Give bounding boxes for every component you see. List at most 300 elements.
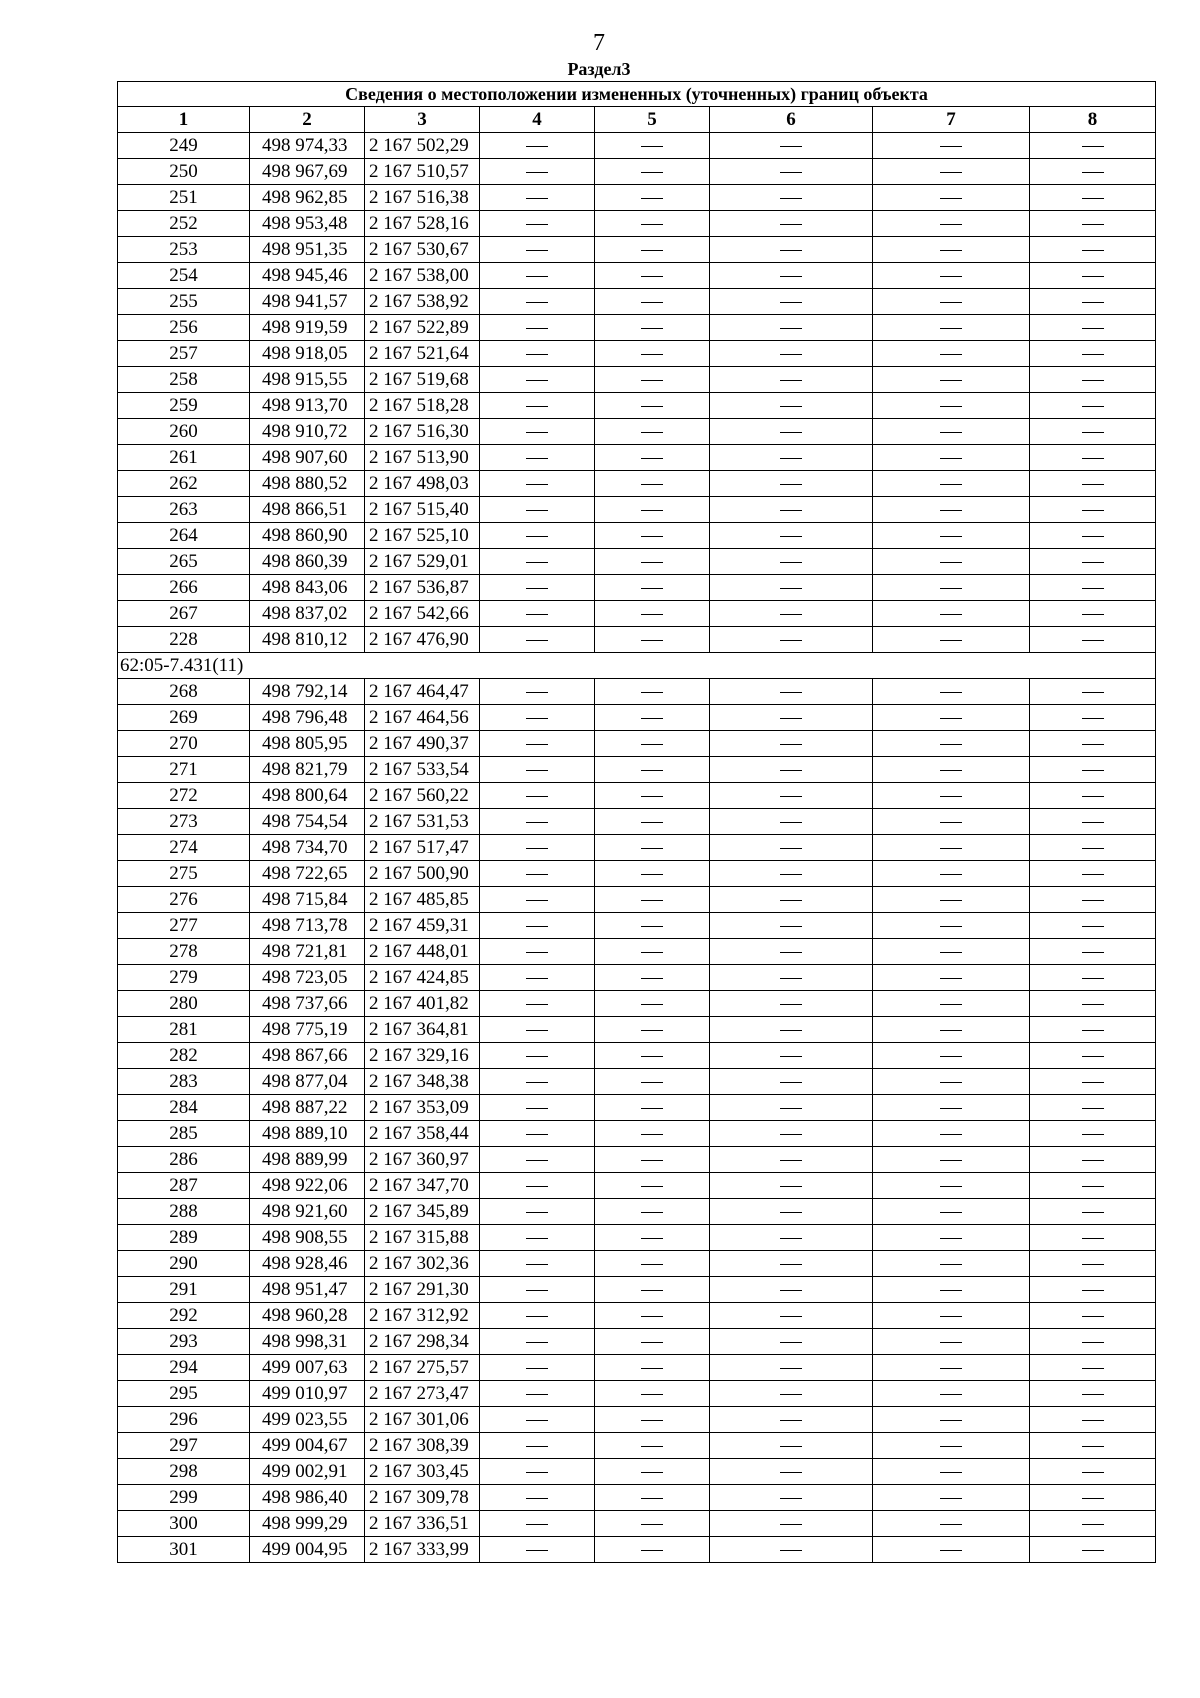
point-number-cell: 275 — [118, 861, 250, 887]
empty-value-cell — [1030, 939, 1156, 965]
dash-mark — [641, 1030, 663, 1031]
dash-mark — [1082, 380, 1104, 381]
dash-mark — [940, 172, 962, 173]
empty-value-cell — [873, 887, 1030, 913]
dash-mark — [1082, 1238, 1104, 1239]
x-coordinate-cell: 498 967,69 — [250, 159, 365, 185]
x-coordinate-cell: 498 889,10 — [250, 1121, 365, 1147]
empty-value-cell — [873, 315, 1030, 341]
table-row — [118, 315, 1156, 341]
dash-mark — [526, 744, 548, 745]
table-row — [118, 679, 1156, 705]
empty-value-cell — [480, 939, 595, 965]
empty-value-cell — [595, 705, 710, 731]
empty-value-cell — [710, 601, 873, 627]
dash-mark — [641, 1368, 663, 1369]
dash-mark — [641, 1290, 663, 1291]
empty-value-cell — [873, 393, 1030, 419]
dash-mark — [940, 588, 962, 589]
empty-value-cell — [595, 939, 710, 965]
empty-value-cell — [1030, 159, 1156, 185]
dash-mark — [526, 458, 548, 459]
point-number-cell: 265 — [118, 549, 250, 575]
x-coordinate-cell: 498 918,05 — [250, 341, 365, 367]
empty-value-cell — [873, 133, 1030, 159]
dash-mark — [526, 1524, 548, 1525]
dash-mark — [780, 562, 802, 563]
dash-mark — [1082, 484, 1104, 485]
x-coordinate-cell: 498 821,79 — [250, 757, 365, 783]
dash-mark — [641, 484, 663, 485]
table-row — [118, 1225, 1156, 1251]
y-coordinate-cell: 2 167 530,67 — [365, 237, 480, 263]
table-row — [118, 445, 1156, 471]
point-number-cell: 268 — [118, 679, 250, 705]
empty-value-cell — [1030, 237, 1156, 263]
empty-value-cell — [710, 679, 873, 705]
dash-mark — [940, 1342, 962, 1343]
empty-value-cell — [480, 1043, 595, 1069]
dash-mark — [1082, 432, 1104, 433]
dash-mark — [641, 1264, 663, 1265]
empty-value-cell — [480, 549, 595, 575]
point-number-cell: 291 — [118, 1277, 250, 1303]
table-row — [118, 1147, 1156, 1173]
dash-mark — [1082, 146, 1104, 147]
dash-mark — [940, 432, 962, 433]
empty-value-cell — [595, 211, 710, 237]
table-row — [118, 523, 1156, 549]
dash-mark — [526, 718, 548, 719]
empty-value-cell — [595, 809, 710, 835]
empty-value-cell — [710, 1199, 873, 1225]
table-row — [118, 1381, 1156, 1407]
x-coordinate-cell: 498 880,52 — [250, 471, 365, 497]
point-number-cell: 260 — [118, 419, 250, 445]
dash-mark — [1082, 1264, 1104, 1265]
dash-mark — [940, 354, 962, 355]
dash-mark — [641, 406, 663, 407]
x-coordinate-cell: 498 998,31 — [250, 1329, 365, 1355]
y-coordinate-cell: 2 167 364,81 — [365, 1017, 480, 1043]
empty-value-cell — [1030, 1277, 1156, 1303]
empty-value-cell — [873, 627, 1030, 653]
empty-value-cell — [1030, 1433, 1156, 1459]
x-coordinate-cell: 498 837,02 — [250, 601, 365, 627]
dash-mark — [526, 276, 548, 277]
empty-value-cell — [710, 887, 873, 913]
empty-value-cell — [595, 1017, 710, 1043]
dash-mark — [940, 146, 962, 147]
empty-value-cell — [710, 1459, 873, 1485]
empty-value-cell — [710, 497, 873, 523]
table-row — [118, 133, 1156, 159]
dash-mark — [641, 952, 663, 953]
dash-mark — [780, 1160, 802, 1161]
dash-mark — [641, 1524, 663, 1525]
empty-value-cell — [873, 211, 1030, 237]
empty-value-cell — [873, 445, 1030, 471]
dash-mark — [526, 198, 548, 199]
point-number-cell: 257 — [118, 341, 250, 367]
y-coordinate-cell: 2 167 533,54 — [365, 757, 480, 783]
empty-value-cell — [1030, 1043, 1156, 1069]
empty-value-cell — [710, 1355, 873, 1381]
dash-mark — [641, 328, 663, 329]
dash-mark — [940, 1498, 962, 1499]
point-number-cell: 282 — [118, 1043, 250, 1069]
x-coordinate-cell: 498 999,29 — [250, 1511, 365, 1537]
column-header-3: 3 — [365, 107, 480, 133]
empty-value-cell — [873, 237, 1030, 263]
x-coordinate-cell: 498 928,46 — [250, 1251, 365, 1277]
table-row — [118, 393, 1156, 419]
point-number-cell: 279 — [118, 965, 250, 991]
x-coordinate-cell: 498 922,06 — [250, 1173, 365, 1199]
empty-value-cell — [1030, 757, 1156, 783]
empty-value-cell — [595, 133, 710, 159]
dash-mark — [780, 1472, 802, 1473]
empty-value-cell — [873, 367, 1030, 393]
empty-value-cell — [595, 497, 710, 523]
dash-mark — [526, 1212, 548, 1213]
dash-mark — [526, 250, 548, 251]
empty-value-cell — [595, 913, 710, 939]
empty-value-cell — [595, 1407, 710, 1433]
empty-value-cell — [710, 1147, 873, 1173]
dash-mark — [526, 354, 548, 355]
empty-value-cell — [873, 1381, 1030, 1407]
empty-value-cell — [1030, 185, 1156, 211]
y-coordinate-cell: 2 167 291,30 — [365, 1277, 480, 1303]
dash-mark — [780, 380, 802, 381]
y-coordinate-cell: 2 167 531,53 — [365, 809, 480, 835]
dash-mark — [1082, 614, 1104, 615]
dash-mark — [780, 432, 802, 433]
empty-value-cell — [1030, 367, 1156, 393]
dash-mark — [1082, 458, 1104, 459]
table-row — [118, 1459, 1156, 1485]
point-number-cell: 288 — [118, 1199, 250, 1225]
x-coordinate-cell: 498 953,48 — [250, 211, 365, 237]
dash-mark — [940, 302, 962, 303]
y-coordinate-cell: 2 167 560,22 — [365, 783, 480, 809]
dash-mark — [780, 952, 802, 953]
empty-value-cell — [1030, 705, 1156, 731]
table-row — [118, 497, 1156, 523]
point-number-cell: 270 — [118, 731, 250, 757]
empty-value-cell — [595, 1459, 710, 1485]
empty-value-cell — [710, 1303, 873, 1329]
dash-mark — [641, 614, 663, 615]
empty-value-cell — [595, 1043, 710, 1069]
empty-value-cell — [595, 887, 710, 913]
x-coordinate-cell: 498 866,51 — [250, 497, 365, 523]
table-row — [118, 809, 1156, 835]
dash-mark — [526, 1498, 548, 1499]
dash-mark — [940, 614, 962, 615]
dash-mark — [641, 1420, 663, 1421]
empty-value-cell — [873, 1199, 1030, 1225]
point-number-cell: 299 — [118, 1485, 250, 1511]
dash-mark — [526, 1394, 548, 1395]
dash-mark — [641, 172, 663, 173]
empty-value-cell — [710, 1277, 873, 1303]
table-row — [118, 731, 1156, 757]
y-coordinate-cell: 2 167 485,85 — [365, 887, 480, 913]
empty-value-cell — [710, 211, 873, 237]
y-coordinate-cell: 2 167 521,64 — [365, 341, 480, 367]
y-coordinate-cell: 2 167 500,90 — [365, 861, 480, 887]
dash-mark — [641, 1212, 663, 1213]
empty-value-cell — [480, 341, 595, 367]
empty-value-cell — [595, 1277, 710, 1303]
dash-mark — [940, 1524, 962, 1525]
empty-value-cell — [1030, 549, 1156, 575]
empty-value-cell — [710, 523, 873, 549]
dash-mark — [1082, 510, 1104, 511]
column-header-row — [118, 107, 1156, 133]
dash-mark — [940, 1264, 962, 1265]
table-row — [118, 991, 1156, 1017]
x-coordinate-cell: 498 962,85 — [250, 185, 365, 211]
empty-value-cell — [873, 1485, 1030, 1511]
dash-mark — [1082, 1186, 1104, 1187]
empty-value-cell — [710, 367, 873, 393]
empty-value-cell — [1030, 263, 1156, 289]
empty-value-cell — [710, 1251, 873, 1277]
dash-mark — [526, 562, 548, 563]
y-coordinate-cell: 2 167 308,39 — [365, 1433, 480, 1459]
empty-value-cell — [873, 575, 1030, 601]
empty-value-cell — [873, 497, 1030, 523]
dash-mark — [526, 1368, 548, 1369]
dash-mark — [641, 588, 663, 589]
point-number-cell: 292 — [118, 1303, 250, 1329]
table-row — [118, 1485, 1156, 1511]
empty-value-cell — [873, 913, 1030, 939]
empty-value-cell — [710, 809, 873, 835]
empty-value-cell — [873, 1069, 1030, 1095]
x-coordinate-cell: 498 722,65 — [250, 861, 365, 887]
table-row — [118, 1173, 1156, 1199]
dash-mark — [780, 1446, 802, 1447]
dash-mark — [1082, 1446, 1104, 1447]
dash-mark — [780, 874, 802, 875]
boundary-coordinates-table — [117, 81, 1156, 1563]
dash-mark — [526, 1030, 548, 1031]
dash-mark — [1082, 1550, 1104, 1551]
dash-mark — [526, 380, 548, 381]
empty-value-cell — [1030, 1095, 1156, 1121]
dash-mark — [641, 1004, 663, 1005]
empty-value-cell — [595, 263, 710, 289]
dash-mark — [780, 1056, 802, 1057]
dash-mark — [780, 198, 802, 199]
table-row — [118, 289, 1156, 315]
point-number-cell: 280 — [118, 991, 250, 1017]
y-coordinate-cell: 2 167 298,34 — [365, 1329, 480, 1355]
x-coordinate-cell: 499 010,97 — [250, 1381, 365, 1407]
dash-mark — [780, 1004, 802, 1005]
y-coordinate-cell: 2 167 519,68 — [365, 367, 480, 393]
table-row — [118, 1017, 1156, 1043]
y-coordinate-cell: 2 167 312,92 — [365, 1303, 480, 1329]
y-coordinate-cell: 2 167 309,78 — [365, 1485, 480, 1511]
dash-mark — [526, 1472, 548, 1473]
dash-mark — [780, 406, 802, 407]
empty-value-cell — [1030, 1355, 1156, 1381]
table-row — [118, 341, 1156, 367]
empty-value-cell — [480, 523, 595, 549]
point-number-cell: 278 — [118, 939, 250, 965]
point-number-cell: 276 — [118, 887, 250, 913]
dash-mark — [641, 1498, 663, 1499]
dash-mark — [641, 1472, 663, 1473]
table-row — [118, 1251, 1156, 1277]
empty-value-cell — [595, 861, 710, 887]
dash-mark — [940, 198, 962, 199]
point-number-cell: 269 — [118, 705, 250, 731]
dash-mark — [780, 588, 802, 589]
dash-mark — [940, 1186, 962, 1187]
empty-value-cell — [873, 1459, 1030, 1485]
empty-value-cell — [595, 1485, 710, 1511]
dash-mark — [641, 718, 663, 719]
empty-value-cell — [595, 1095, 710, 1121]
empty-value-cell — [873, 991, 1030, 1017]
empty-value-cell — [595, 1225, 710, 1251]
dash-mark — [940, 1056, 962, 1057]
point-number-cell: 273 — [118, 809, 250, 835]
dash-mark — [940, 718, 962, 719]
dash-mark — [940, 848, 962, 849]
x-coordinate-cell: 499 007,63 — [250, 1355, 365, 1381]
empty-value-cell — [1030, 809, 1156, 835]
empty-value-cell — [873, 1277, 1030, 1303]
dash-mark — [526, 796, 548, 797]
dash-mark — [1082, 1290, 1104, 1291]
dash-mark — [526, 1160, 548, 1161]
empty-value-cell — [595, 575, 710, 601]
dash-mark — [526, 640, 548, 641]
empty-value-cell — [1030, 991, 1156, 1017]
empty-value-cell — [710, 575, 873, 601]
empty-value-cell — [710, 1537, 873, 1563]
column-header-4: 4 — [480, 107, 595, 133]
dash-mark — [526, 224, 548, 225]
empty-value-cell — [480, 1173, 595, 1199]
table-row — [118, 159, 1156, 185]
empty-value-cell — [710, 445, 873, 471]
table-row — [118, 419, 1156, 445]
y-coordinate-cell: 2 167 336,51 — [365, 1511, 480, 1537]
empty-value-cell — [1030, 1017, 1156, 1043]
empty-value-cell — [710, 1329, 873, 1355]
table-row — [118, 601, 1156, 627]
dash-mark — [641, 874, 663, 875]
empty-value-cell — [1030, 1511, 1156, 1537]
empty-value-cell — [595, 1381, 710, 1407]
dash-mark — [780, 1212, 802, 1213]
dash-mark — [780, 1550, 802, 1551]
table-row — [118, 705, 1156, 731]
point-number-cell: 261 — [118, 445, 250, 471]
empty-value-cell — [595, 1355, 710, 1381]
dash-mark — [780, 614, 802, 615]
empty-value-cell — [480, 1199, 595, 1225]
x-coordinate-cell: 499 004,95 — [250, 1537, 365, 1563]
x-coordinate-cell: 498 796,48 — [250, 705, 365, 731]
point-number-cell: 249 — [118, 133, 250, 159]
dash-mark — [526, 874, 548, 875]
empty-value-cell — [873, 1511, 1030, 1537]
empty-value-cell — [1030, 497, 1156, 523]
dash-mark — [940, 874, 962, 875]
empty-value-cell — [480, 1147, 595, 1173]
dash-mark — [526, 146, 548, 147]
empty-value-cell — [1030, 679, 1156, 705]
point-number-cell: 250 — [118, 159, 250, 185]
dash-mark — [641, 1394, 663, 1395]
dash-mark — [641, 354, 663, 355]
dash-mark — [780, 926, 802, 927]
dash-mark — [641, 770, 663, 771]
dash-mark — [780, 822, 802, 823]
table-row — [118, 549, 1156, 575]
dash-mark — [641, 692, 663, 693]
dash-mark — [1082, 1524, 1104, 1525]
dash-mark — [1082, 1030, 1104, 1031]
dash-mark — [1082, 926, 1104, 927]
y-coordinate-cell: 2 167 275,57 — [365, 1355, 480, 1381]
dash-mark — [780, 1290, 802, 1291]
dash-mark — [526, 328, 548, 329]
dash-mark — [780, 458, 802, 459]
empty-value-cell — [1030, 289, 1156, 315]
x-coordinate-cell: 498 945,46 — [250, 263, 365, 289]
dash-mark — [526, 588, 548, 589]
y-coordinate-cell: 2 167 538,92 — [365, 289, 480, 315]
x-coordinate-cell: 499 023,55 — [250, 1407, 365, 1433]
y-coordinate-cell: 2 167 448,01 — [365, 939, 480, 965]
dash-mark — [641, 562, 663, 563]
dash-mark — [641, 640, 663, 641]
point-number-cell: 287 — [118, 1173, 250, 1199]
dash-mark — [780, 1264, 802, 1265]
point-number-cell: 263 — [118, 497, 250, 523]
column-header-5: 5 — [595, 107, 710, 133]
x-coordinate-cell: 498 754,54 — [250, 809, 365, 835]
empty-value-cell — [1030, 211, 1156, 237]
empty-value-cell — [873, 1433, 1030, 1459]
empty-value-cell — [595, 1251, 710, 1277]
dash-mark — [641, 510, 663, 511]
dash-mark — [780, 1108, 802, 1109]
dash-mark — [780, 640, 802, 641]
group-label: 62:05-7.431(11) — [118, 653, 1156, 679]
dash-mark — [940, 250, 962, 251]
empty-value-cell — [710, 757, 873, 783]
empty-value-cell — [480, 289, 595, 315]
dash-mark — [641, 1160, 663, 1161]
x-coordinate-cell: 498 860,39 — [250, 549, 365, 575]
dash-mark — [940, 458, 962, 459]
y-coordinate-cell: 2 167 538,00 — [365, 263, 480, 289]
empty-value-cell — [480, 1277, 595, 1303]
dash-mark — [526, 1004, 548, 1005]
dash-mark — [526, 1420, 548, 1421]
